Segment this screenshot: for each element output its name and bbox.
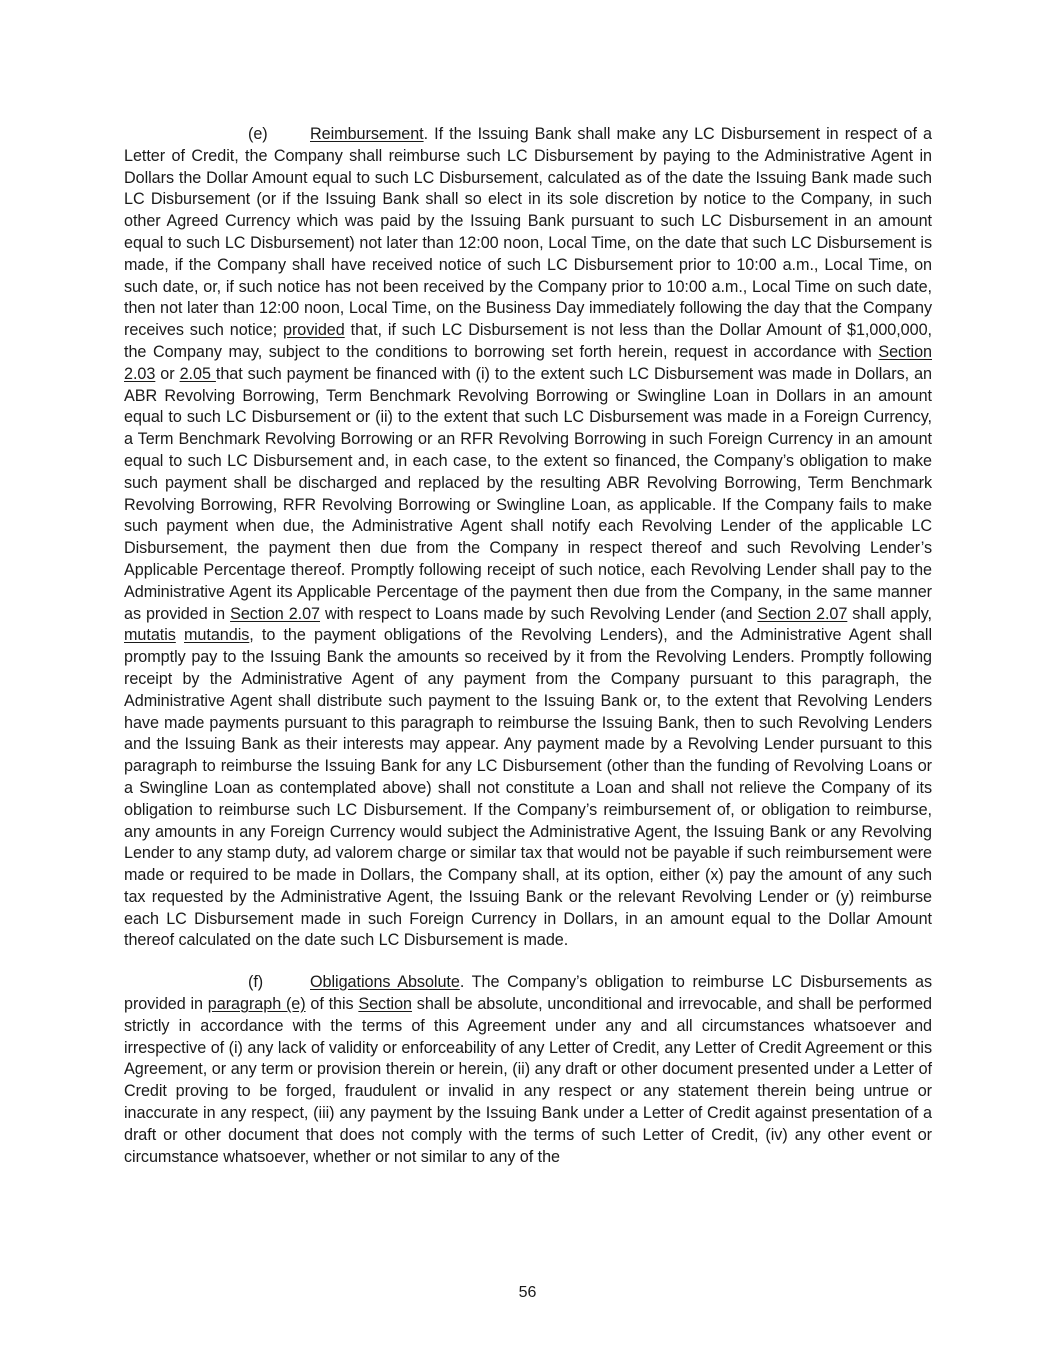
paragraph-e-text-4: that such payment be financed with (i) to the extent such LC Disbursement was made in Dollars, an ABR Revolving Borrowing, Term Benchmark Revolving Borrowing or Swingline Loan in Dollars in an amount equal to such LC Disbursement or (ii) to the extent that such LC Disbursement was made in a Foreign Currency, a Term Benchmark Revolving Borrowing or an RFR Revolving Borrowing in such Foreign Currency in an amount equal to such LC Disbursement and, in each case, to the extent so financed, the Company’s obligation to make such payment shall be discharged and replaced by the resulting ABR Revolving Borrowing, Term Benchmark Revolving Borrowing, RFR Revolving Borrowing or Swingline Loan, as applicable. If the Company fails to make such payment when due, the Administrative Agent shall notify each Revolving Lender of the applicable LC Disbursement, the payment then due from the Company in respect thereof and such Revolving Lender’s Applicable Percentage thereof. Promptly following receipt of such notice, each Revolving Lender shall pay to the Administrative Agent its Applicable Percentage of the payment then due from the Company, in the same manner as provided in [124, 364, 932, 623]
heading-reimbursement: Reimbursement [310, 125, 424, 143]
paragraph-f-marker: (f) [248, 973, 264, 992]
paragraph-e-text-2: that, if such LC Disbursement is not less than the Dollar Amount of $1,000,000, the Company may, subject to the conditions to borrowing set forth herein, request in accordance with [124, 321, 932, 361]
paragraph-f-text-3: shall be absolute, unconditional and irrevocable, and shall be performed strictly in accordance with the terms of this Agreement under any and all circumstances whatsoever and irrespective of (i) any lack of validity or enforceability of any Letter of Credit, any Letter of Credit Agreement or this Agreement, or any term or provision therein or herein, (ii) any draft or other document presented under a Letter of Credit proving to be forged, fraudulent or invalid in any respect or any statement therein being untrue or inaccurate in any respect, (iii) any payment by the Issuing Bank under a Letter of Credit against presentation of a draft or other document that does not comply with the terms of such Letter of Credit, (iv) any other event or circumstance whatsoever, whether or not similar to any of the [124, 995, 932, 1166]
paragraph-e-text-5: with respect to Loans made by such Revolving Lender (and [320, 604, 758, 623]
ref-section-2-07-first: Section 2.07 [230, 604, 321, 623]
ref-section-2-03: Section 2.03 [124, 342, 932, 383]
paragraph-f-text-2: of this [305, 995, 359, 1014]
term-provided: provided [283, 321, 345, 340]
document-page [124, 124, 932, 1168]
term-mutatis: mutatis [124, 626, 176, 645]
paragraph-f-obligations-absolute [124, 972, 932, 1168]
paragraph-e-text-8: , to the payment obligations of the Revolving Lenders), and the Administrative Agent shall promptly pay to the Issuing Bank the amounts so received by it from the Revolving Lenders. Promptly following receipt by the Administrative Agent of any payment from the Company pursuant to this paragraph, the Administrative Agent shall distribute such payment to the Issuing Bank or, to the extent that Revolving Lenders have made payments pursuant to this paragraph to reimburse the Issuing Bank, then to such Revolving Lenders and the Issuing Bank as their interests may appear. Any payment made by a Revolving Lender pursuant to this paragraph to reimburse the Issuing Bank for any LC Disbursement (other than the funding of Revolving Loans or a Swingline Loan as contemplated above) shall not constitute a Loan and shall not relieve the Company of its obligation to reimburse such LC Disbursement. If the Company’s reimbursement of, or obligation to reimburse, any amounts in any Foreign Currency would subject the Administrative Agent, the Issuing Bank or any Revolving Lender to any stamp duty, ad valorem charge or similar tax that would not be payable if such reimbursement were made or required to be made in Dollars, the Company shall, at its option, either (x) pay the amount of any such tax requested by the Administrative Agent, the Issuing Bank or the relevant Revolving Lender or (y) reimburse each LC Disbursement made in such Foreign Currency in Dollars, in an amount equal to the Dollar Amount thereof calculated on the date such LC Disbursement is made. [124, 626, 932, 950]
ref-paragraph-e: paragraph (e) [207, 995, 306, 1014]
paragraph-e-text-3: or [155, 364, 180, 383]
paragraph-e-reimbursement [124, 124, 932, 952]
ref-section-2-07-second: Section 2.07 [757, 604, 848, 623]
paragraph-e-text-7 [176, 626, 184, 644]
ref-section: Section [358, 995, 413, 1014]
paragraph-f-text-1: . The Company’s obligation to reimburse LC Disbursements as provided in [124, 973, 932, 1014]
ref-section-2-05: 2.05 [179, 364, 216, 383]
term-mutandis: mutandis [184, 626, 250, 645]
paragraph-e-marker: (e) [248, 125, 268, 143]
heading-obligations-absolute: Obligations Absolute [310, 973, 460, 992]
paragraph-e-text-1: . If the Issuing Bank shall make any LC Disbursement in respect of a Letter of Credit, the Company shall reimburse such LC Disbursement by paying to the Administrative Agent in Dollars the Dollar Amount equal to such LC Disbursement, calculated as of the date the Issuing Bank made such LC Disbursement (or if the Issuing Bank shall so elect in its sole discretion by notice to the Company, in such other Agreed Currency which was paid by the Issuing Bank pursuant to such LC Disbursement in an amount equal to such LC Disbursement) not later than 12:00 noon, Local Time, on the date that such LC Disbursement is made, if the Company shall have received notice of such LC Disbursement prior to 10:00 a.m., Local Time, on such date, or, if such notice has not been received by the Company prior to 10:00 a.m., Local Time on such date, then not later than 12:00 noon, Local Time, on the Business Day immediately following the day that the Company receives such notice; [124, 125, 932, 340]
page-number: 56 [518, 1284, 537, 1301]
paragraph-e-text-6: shall apply, [847, 604, 932, 623]
